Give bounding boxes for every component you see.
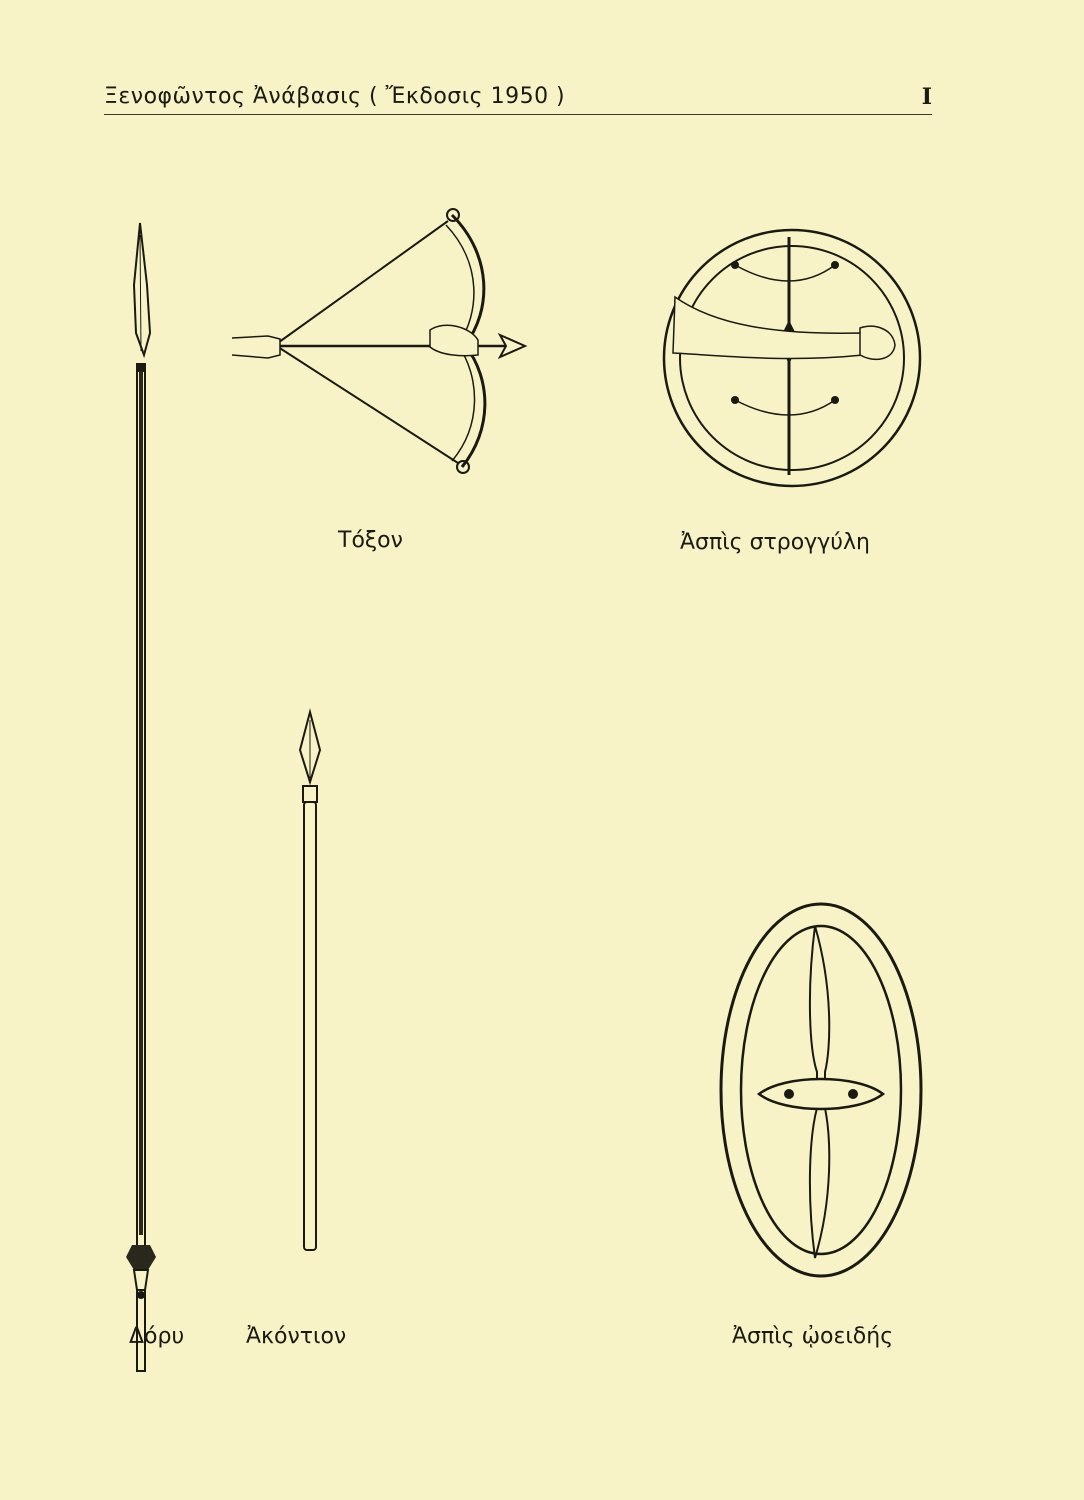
running-header: [104, 78, 932, 118]
round-shield-caption: Ἀσπὶς στρογγύλη: [680, 530, 870, 555]
spear-caption: Δόρυ: [129, 1324, 185, 1349]
bow-caption: Τόξον: [338, 528, 403, 553]
round-shield-illustration: [655, 225, 930, 495]
javelin-illustration: [288, 710, 338, 1260]
page-number: I: [921, 84, 932, 110]
bow-illustration: [230, 205, 530, 475]
spear-illustration: [120, 215, 180, 1305]
oval-shield-caption: Ἀσπὶς ᾠοειδής: [732, 1324, 894, 1349]
header-title: Ξενοφῶντος Ἀνάβασις ( Ἔκδοσις 1950 ): [104, 84, 566, 109]
oval-shield-illustration: [715, 898, 927, 1288]
header-rule: [104, 114, 932, 115]
javelin-caption: Ἀκόντιον: [246, 1324, 347, 1349]
